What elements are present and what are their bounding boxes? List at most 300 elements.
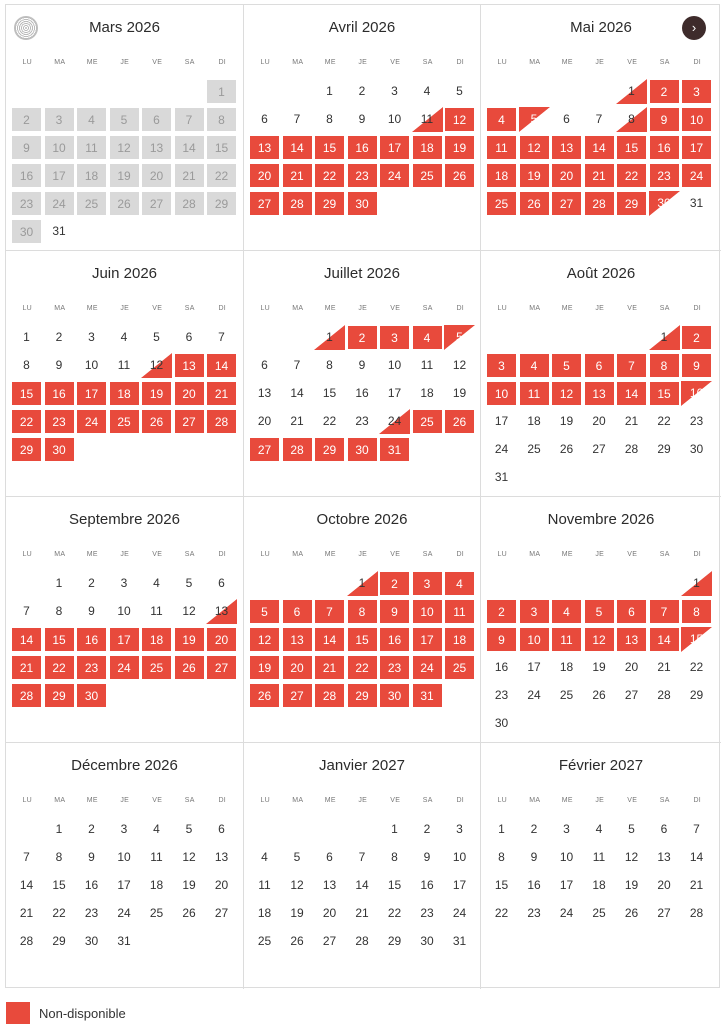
calendar-day[interactable]: 18 bbox=[527, 414, 541, 428]
calendar-day: 13 bbox=[174, 353, 205, 378]
calendar-day: 23 bbox=[379, 655, 410, 680]
calendar-day[interactable]: 20 bbox=[257, 414, 272, 428]
weekday-label: DI bbox=[693, 551, 702, 558]
calendar-day[interactable]: 16 bbox=[420, 878, 434, 892]
weekday-label: ME bbox=[324, 305, 336, 312]
calendar-day[interactable]: 22 bbox=[494, 906, 509, 920]
calendar-day[interactable]: 10 bbox=[84, 358, 99, 372]
calendar-day: 16 bbox=[11, 163, 42, 188]
next-month-button[interactable] bbox=[682, 16, 706, 40]
calendar-day[interactable]: 25 bbox=[559, 688, 574, 702]
calendar-day[interactable]: 8 bbox=[498, 850, 505, 864]
weekday-label: MA bbox=[529, 59, 541, 66]
calendar-day[interactable]: 6 bbox=[326, 850, 333, 864]
calendar-day[interactable]: 28 bbox=[689, 906, 704, 920]
calendar-day: 5 bbox=[519, 107, 550, 132]
calendar-day[interactable]: 25 bbox=[257, 934, 272, 948]
calendar-day[interactable]: 3 bbox=[456, 822, 463, 836]
calendar-day[interactable]: 10 bbox=[117, 604, 131, 618]
month-panel bbox=[244, 251, 481, 497]
calendar-day[interactable]: 1 bbox=[498, 822, 505, 836]
calendar-day[interactable]: 24 bbox=[527, 688, 541, 702]
calendar-day[interactable]: 14 bbox=[689, 850, 704, 864]
calendar-day[interactable]: 15 bbox=[52, 878, 66, 892]
calendar-day: 14 bbox=[206, 353, 237, 378]
calendar-day: 27 bbox=[141, 191, 172, 216]
calendar-day[interactable]: 10 bbox=[387, 358, 402, 372]
calendar-day: 20 bbox=[141, 163, 172, 188]
weekday-label: VE bbox=[627, 797, 638, 804]
calendar-day: 27 bbox=[249, 191, 280, 216]
calendar-day[interactable]: 20 bbox=[624, 660, 639, 674]
calendar-day[interactable]: 22 bbox=[657, 414, 671, 428]
calendar-day: 24 bbox=[412, 655, 443, 680]
calendar-day: 20 bbox=[249, 163, 280, 188]
calendar-day[interactable]: 20 bbox=[214, 878, 229, 892]
calendar-day: 12 bbox=[519, 135, 550, 160]
calendar-day[interactable]: 18 bbox=[592, 878, 606, 892]
calendar-day[interactable]: 31 bbox=[52, 224, 66, 238]
calendar-day[interactable]: 20 bbox=[322, 906, 337, 920]
month-title: Décembre 2026 bbox=[71, 757, 178, 774]
calendar-day[interactable]: 21 bbox=[657, 660, 671, 674]
calendar-day[interactable]: 16 bbox=[84, 878, 99, 892]
calendar-day[interactable]: 26 bbox=[624, 906, 639, 920]
calendar-day[interactable]: 10 bbox=[452, 850, 467, 864]
calendar-day[interactable]: 18 bbox=[559, 660, 574, 674]
calendar-day[interactable]: 12 bbox=[182, 850, 196, 864]
calendar-day[interactable]: 26 bbox=[592, 688, 606, 702]
calendar-day[interactable]: 9 bbox=[423, 850, 431, 864]
calendar-day: 19 bbox=[109, 163, 140, 188]
calendar-day[interactable]: 7 bbox=[23, 604, 30, 618]
weekday-label: ME bbox=[561, 59, 573, 66]
calendar-day[interactable]: 6 bbox=[185, 330, 193, 344]
calendar-day: 10 bbox=[681, 107, 712, 132]
weekday-label: JE bbox=[595, 797, 605, 804]
calendar-day[interactable]: 27 bbox=[214, 906, 229, 920]
calendar-day[interactable]: 2 bbox=[423, 822, 431, 836]
weekday-label: DI bbox=[218, 551, 227, 558]
calendar-day[interactable]: 3 bbox=[120, 822, 128, 836]
weekday-label: ME bbox=[324, 59, 336, 66]
weekday-label: MA bbox=[292, 797, 304, 804]
calendar-day[interactable]: 6 bbox=[563, 112, 570, 126]
weekday-label: MA bbox=[529, 305, 541, 312]
weekday-label: SA bbox=[422, 797, 433, 804]
calendar-day[interactable]: 4 bbox=[423, 84, 431, 98]
weekday-label: LU bbox=[22, 797, 33, 804]
calendar-day: 14 bbox=[616, 381, 647, 406]
month-panel bbox=[6, 743, 244, 989]
calendar-day: 13 bbox=[141, 135, 172, 160]
calendar-day: 11 bbox=[76, 135, 107, 160]
calendar-day[interactable]: 4 bbox=[120, 330, 128, 344]
calendar-day[interactable]: 13 bbox=[657, 850, 671, 864]
calendar-day: 25 bbox=[109, 409, 140, 434]
calendar-day: 23 bbox=[11, 191, 42, 216]
calendar-day[interactable]: 12 bbox=[182, 604, 196, 618]
month-panel bbox=[244, 743, 481, 989]
calendar-day: 11 bbox=[486, 135, 517, 160]
calendar-day[interactable]: 16 bbox=[355, 386, 369, 400]
calendar-day[interactable]: 30 bbox=[689, 442, 704, 456]
calendar-day: 16 bbox=[76, 627, 107, 652]
calendar-day[interactable]: 27 bbox=[322, 934, 337, 948]
month-panel bbox=[6, 5, 244, 251]
calendar-day: 5 bbox=[551, 353, 582, 378]
calendar-day[interactable]: 10 bbox=[387, 112, 402, 126]
calendar-day[interactable]: 29 bbox=[689, 688, 704, 702]
calendar-day[interactable]: 5 bbox=[293, 850, 301, 864]
calendar-day: 3 bbox=[412, 571, 443, 596]
calendar-day[interactable]: 17 bbox=[117, 878, 131, 892]
month-panel bbox=[481, 497, 721, 743]
calendar-day[interactable]: 25 bbox=[149, 906, 164, 920]
calendar-day[interactable]: 1 bbox=[391, 822, 398, 836]
calendar-day: 26 bbox=[109, 191, 140, 216]
weekday-label: ME bbox=[86, 797, 98, 804]
calendar-day[interactable]: 3 bbox=[120, 576, 128, 590]
calendar-day[interactable]: 22 bbox=[387, 906, 402, 920]
calendar-day[interactable]: 27 bbox=[624, 688, 639, 702]
weekday-label: MA bbox=[54, 59, 66, 66]
calendar-day: 4 bbox=[486, 107, 517, 132]
calendar-day[interactable]: 5 bbox=[153, 330, 160, 344]
calendar-day: 25 bbox=[412, 409, 443, 434]
weekday-label: VE bbox=[152, 305, 163, 312]
chevron-right-icon: › bbox=[691, 20, 697, 35]
calendar-day[interactable]: 29 bbox=[657, 442, 671, 456]
calendar-day[interactable]: 12 bbox=[452, 358, 467, 372]
calendar-day[interactable]: 3 bbox=[563, 822, 570, 836]
calendar-day: 8 bbox=[616, 107, 647, 132]
calendar-day[interactable]: 5 bbox=[456, 84, 463, 98]
calendar-day: 9 bbox=[11, 135, 42, 160]
calendar-day: 22 bbox=[347, 655, 378, 680]
calendar-day[interactable]: 30 bbox=[494, 716, 509, 730]
calendar-day[interactable]: 17 bbox=[527, 660, 541, 674]
calendar-day[interactable]: 19 bbox=[452, 386, 467, 400]
calendar-day: 22 bbox=[11, 409, 42, 434]
weekday-label: SA bbox=[184, 305, 195, 312]
calendar-day: 21 bbox=[282, 163, 313, 188]
calendar-day[interactable]: 16 bbox=[527, 878, 541, 892]
calendar-day: 4 bbox=[551, 599, 582, 624]
calendar-day: 2 bbox=[11, 107, 42, 132]
calendar-day[interactable]: 30 bbox=[84, 934, 99, 948]
calendar-day[interactable]: 7 bbox=[595, 112, 603, 126]
calendar-day[interactable]: 11 bbox=[420, 358, 434, 372]
weekday-label: VE bbox=[152, 59, 163, 66]
calendar-day[interactable]: 14 bbox=[290, 386, 304, 400]
calendar-day[interactable]: 13 bbox=[257, 386, 272, 400]
calendar-day[interactable]: 19 bbox=[182, 878, 196, 892]
calendar-day: 11 bbox=[551, 627, 582, 652]
weekday-label: LU bbox=[22, 305, 33, 312]
previous-month-button[interactable] bbox=[14, 16, 38, 40]
calendar-day[interactable]: 2 bbox=[358, 84, 366, 98]
calendar-day[interactable]: 16 bbox=[494, 660, 509, 674]
calendar-day: 23 bbox=[649, 163, 680, 188]
calendar-day[interactable]: 2 bbox=[55, 330, 63, 344]
calendar-day[interactable]: 23 bbox=[84, 906, 99, 920]
calendar-day[interactable]: 19 bbox=[290, 906, 304, 920]
calendar-day[interactable]: 21 bbox=[355, 906, 369, 920]
month-title: Mai 2026 bbox=[570, 19, 632, 36]
calendar-day[interactable]: 20 bbox=[657, 878, 671, 892]
calendar-day: 15 bbox=[44, 627, 75, 652]
calendar-day[interactable]: 19 bbox=[592, 660, 606, 674]
weekday-label: MA bbox=[292, 305, 304, 312]
weekday-label: DI bbox=[218, 797, 227, 804]
calendar-day[interactable]: 26 bbox=[290, 934, 304, 948]
calendar-day[interactable]: 17 bbox=[559, 878, 574, 892]
calendar-day[interactable]: 21 bbox=[290, 414, 304, 428]
calendar-day: 27 bbox=[551, 191, 582, 216]
calendar-day[interactable]: 23 bbox=[494, 688, 509, 702]
calendar-day: 11 bbox=[412, 107, 443, 132]
calendar-day: 21 bbox=[314, 655, 345, 680]
calendar-day[interactable]: 7 bbox=[218, 330, 225, 344]
calendar-day: 15 bbox=[649, 381, 680, 406]
calendar-day[interactable]: 31 bbox=[689, 196, 704, 210]
calendar-day[interactable]: 24 bbox=[559, 906, 574, 920]
calendar-day: 30 bbox=[11, 219, 42, 244]
calendar-day[interactable]: 22 bbox=[52, 906, 66, 920]
calendar-day[interactable]: 31 bbox=[117, 934, 131, 948]
calendar-day[interactable]: 26 bbox=[182, 906, 196, 920]
calendar-day[interactable]: 8 bbox=[391, 850, 398, 864]
calendar-day[interactable]: 17 bbox=[387, 386, 402, 400]
calendar-day[interactable]: 28 bbox=[19, 934, 34, 948]
calendar-day: 28 bbox=[282, 191, 313, 216]
calendar-day: 26 bbox=[444, 163, 475, 188]
calendar-day: 14 bbox=[649, 627, 680, 652]
calendar-day: 9 bbox=[649, 107, 680, 132]
calendar-day: 16 bbox=[44, 381, 75, 406]
calendar-day: 7 bbox=[174, 107, 205, 132]
calendar-day: 8 bbox=[347, 599, 378, 624]
weekday-label: VE bbox=[152, 797, 163, 804]
calendar-day: 25 bbox=[444, 655, 475, 680]
calendar-day[interactable]: 23 bbox=[355, 414, 369, 428]
calendar-day: 21 bbox=[174, 163, 205, 188]
weekday-label: SA bbox=[659, 59, 670, 66]
weekday-label: JE bbox=[120, 551, 130, 558]
calendar-day[interactable]: 18 bbox=[420, 386, 434, 400]
calendar-day[interactable]: 12 bbox=[624, 850, 639, 864]
calendar-day: 5 bbox=[109, 107, 140, 132]
calendar-day: 26 bbox=[249, 683, 280, 708]
calendar-day[interactable]: 23 bbox=[689, 414, 704, 428]
calendar-day[interactable]: 18 bbox=[149, 878, 164, 892]
calendar-day[interactable]: 28 bbox=[355, 934, 369, 948]
calendar-day[interactable]: 3 bbox=[391, 84, 398, 98]
month-panel bbox=[6, 497, 244, 743]
weekday-label: SA bbox=[659, 797, 670, 804]
calendar-day[interactable]: 31 bbox=[452, 934, 467, 948]
calendar-day[interactable]: 22 bbox=[689, 660, 704, 674]
calendar-day[interactable]: 17 bbox=[494, 414, 509, 428]
calendar-day[interactable]: 14 bbox=[19, 878, 34, 892]
calendar-day: 11 bbox=[519, 381, 550, 406]
calendar-day: 14 bbox=[584, 135, 615, 160]
calendar-day[interactable]: 19 bbox=[559, 414, 574, 428]
calendar-day[interactable]: 28 bbox=[624, 442, 639, 456]
calendar-day[interactable]: 24 bbox=[452, 906, 467, 920]
calendar-day[interactable]: 29 bbox=[387, 934, 402, 948]
weekday-label: MA bbox=[54, 551, 66, 558]
calendar-day[interactable]: 1 bbox=[55, 576, 63, 590]
calendar-day[interactable]: 8 bbox=[326, 358, 333, 372]
calendar-day[interactable]: 4 bbox=[153, 576, 160, 590]
calendar-day: 2 bbox=[681, 325, 712, 350]
weekday-label: JE bbox=[120, 59, 130, 66]
calendar-day: 24 bbox=[379, 163, 410, 188]
calendar-day[interactable]: 10 bbox=[559, 850, 574, 864]
calendar-day[interactable]: 21 bbox=[689, 878, 704, 892]
weekday-label: ME bbox=[86, 305, 98, 312]
calendar-day[interactable]: 28 bbox=[657, 688, 671, 702]
calendar-day: 6 bbox=[141, 107, 172, 132]
calendar-day[interactable]: 9 bbox=[55, 358, 63, 372]
calendar-day[interactable]: 11 bbox=[150, 604, 163, 618]
calendar-day[interactable]: 7 bbox=[693, 822, 700, 836]
calendar-day[interactable]: 27 bbox=[592, 442, 606, 456]
calendar-day[interactable]: 24 bbox=[117, 906, 131, 920]
calendar-day[interactable]: 15 bbox=[322, 386, 337, 400]
calendar-day: 3 bbox=[519, 599, 550, 624]
calendar-day[interactable]: 9 bbox=[358, 358, 366, 372]
calendar-day: 2 bbox=[379, 571, 410, 596]
calendar-day: 14 bbox=[282, 135, 313, 160]
calendar-day[interactable]: 3 bbox=[88, 330, 95, 344]
calendar-day: 8 bbox=[649, 353, 680, 378]
weekday-label: JE bbox=[120, 797, 130, 804]
calendar-day[interactable]: 6 bbox=[218, 822, 225, 836]
calendar-day[interactable]: 5 bbox=[185, 822, 193, 836]
month-title: Avril 2026 bbox=[328, 19, 396, 36]
calendar-day[interactable]: 11 bbox=[592, 850, 606, 864]
calendar-day[interactable]: 2 bbox=[88, 576, 95, 590]
calendar-day[interactable]: 6 bbox=[261, 358, 268, 372]
weekday-label: LU bbox=[497, 551, 508, 558]
calendar-day[interactable]: 5 bbox=[185, 576, 193, 590]
calendar-day: 5 bbox=[584, 599, 615, 624]
calendar-day: 29 bbox=[616, 191, 647, 216]
calendar-day[interactable]: 22 bbox=[322, 414, 337, 428]
calendar-day[interactable]: 27 bbox=[657, 906, 671, 920]
calendar-day[interactable]: 21 bbox=[624, 414, 639, 428]
calendar-day[interactable]: 26 bbox=[559, 442, 574, 456]
weekday-label: ME bbox=[86, 551, 98, 558]
calendar-day: 13 bbox=[282, 627, 313, 652]
calendar-day[interactable]: 10 bbox=[117, 850, 131, 864]
calendar-day[interactable]: 11 bbox=[117, 358, 131, 372]
calendar-day: 20 bbox=[206, 627, 237, 652]
calendar-day[interactable]: 9 bbox=[358, 112, 366, 126]
calendar-day[interactable]: 25 bbox=[592, 906, 606, 920]
calendar-day[interactable]: 15 bbox=[387, 878, 402, 892]
calendar-day[interactable]: 8 bbox=[326, 112, 333, 126]
weekday-label: ME bbox=[324, 551, 336, 558]
calendar-day[interactable]: 7 bbox=[358, 850, 366, 864]
calendar-day[interactable]: 4 bbox=[153, 822, 160, 836]
calendar-day: 26 bbox=[444, 409, 475, 434]
calendar-day[interactable]: 8 bbox=[55, 604, 63, 618]
calendar-day: 10 bbox=[486, 381, 517, 406]
calendar-day[interactable]: 1 bbox=[55, 822, 63, 836]
calendar-day[interactable]: 31 bbox=[494, 470, 509, 484]
calendar-day: 16 bbox=[347, 135, 378, 160]
calendar-day[interactable]: 11 bbox=[150, 850, 163, 864]
calendar-day[interactable]: 23 bbox=[527, 906, 541, 920]
calendar-day[interactable]: 8 bbox=[23, 358, 30, 372]
calendar-day[interactable]: 6 bbox=[218, 576, 225, 590]
calendar-day[interactable]: 2 bbox=[88, 822, 95, 836]
calendar-day[interactable]: 12 bbox=[290, 878, 304, 892]
calendar-day: 1 bbox=[347, 571, 378, 596]
calendar-day: 6 bbox=[616, 599, 647, 624]
calendar-day[interactable]: 4 bbox=[595, 822, 603, 836]
calendar-day[interactable]: 21 bbox=[19, 906, 34, 920]
weekday-label: ME bbox=[561, 551, 573, 558]
month-panel bbox=[481, 743, 721, 989]
calendar-day[interactable]: 6 bbox=[261, 112, 268, 126]
calendar-day[interactable]: 9 bbox=[530, 850, 538, 864]
calendar-day[interactable]: 15 bbox=[494, 878, 509, 892]
calendar-day[interactable]: 2 bbox=[530, 822, 538, 836]
calendar-day[interactable]: 4 bbox=[261, 850, 268, 864]
calendar-day: 13 bbox=[584, 381, 615, 406]
calendar-day[interactable]: 20 bbox=[592, 414, 606, 428]
calendar-day[interactable]: 9 bbox=[88, 850, 95, 864]
calendar-day: 10 bbox=[412, 599, 443, 624]
calendar-day[interactable]: 7 bbox=[23, 850, 30, 864]
calendar-day: 28 bbox=[174, 191, 205, 216]
calendar-day[interactable]: 29 bbox=[52, 934, 66, 948]
calendar-day[interactable]: 17 bbox=[452, 878, 467, 892]
calendar-day: 28 bbox=[584, 191, 615, 216]
calendar-day[interactable]: 30 bbox=[420, 934, 434, 948]
weekday-label: LU bbox=[497, 305, 508, 312]
calendar-day[interactable]: 1 bbox=[326, 84, 333, 98]
calendar-day[interactable]: 1 bbox=[23, 330, 30, 344]
calendar-day[interactable]: 24 bbox=[494, 442, 509, 456]
calendar-day[interactable]: 25 bbox=[527, 442, 541, 456]
calendar-day[interactable]: 14 bbox=[355, 878, 369, 892]
calendar-day: 8 bbox=[206, 107, 237, 132]
calendar-day: 15 bbox=[314, 135, 345, 160]
calendar-day[interactable]: 7 bbox=[293, 358, 301, 372]
calendar-day[interactable]: 19 bbox=[624, 878, 639, 892]
calendar-day[interactable]: 9 bbox=[88, 604, 95, 618]
calendar-day[interactable]: 23 bbox=[420, 906, 434, 920]
calendar-day: 17 bbox=[379, 135, 410, 160]
calendar-day[interactable]: 5 bbox=[628, 822, 635, 836]
calendar-day[interactable]: 6 bbox=[660, 822, 668, 836]
calendar-day[interactable]: 7 bbox=[293, 112, 301, 126]
calendar-day[interactable]: 18 bbox=[257, 906, 272, 920]
calendar-day[interactable]: 11 bbox=[258, 878, 271, 892]
calendar-day[interactable]: 13 bbox=[214, 850, 229, 864]
calendar-day: 17 bbox=[44, 163, 75, 188]
calendar-day: 30 bbox=[649, 191, 680, 216]
calendar-day[interactable]: 8 bbox=[55, 850, 63, 864]
calendar-day[interactable]: 13 bbox=[322, 878, 337, 892]
calendar-day: 10 bbox=[44, 135, 75, 160]
